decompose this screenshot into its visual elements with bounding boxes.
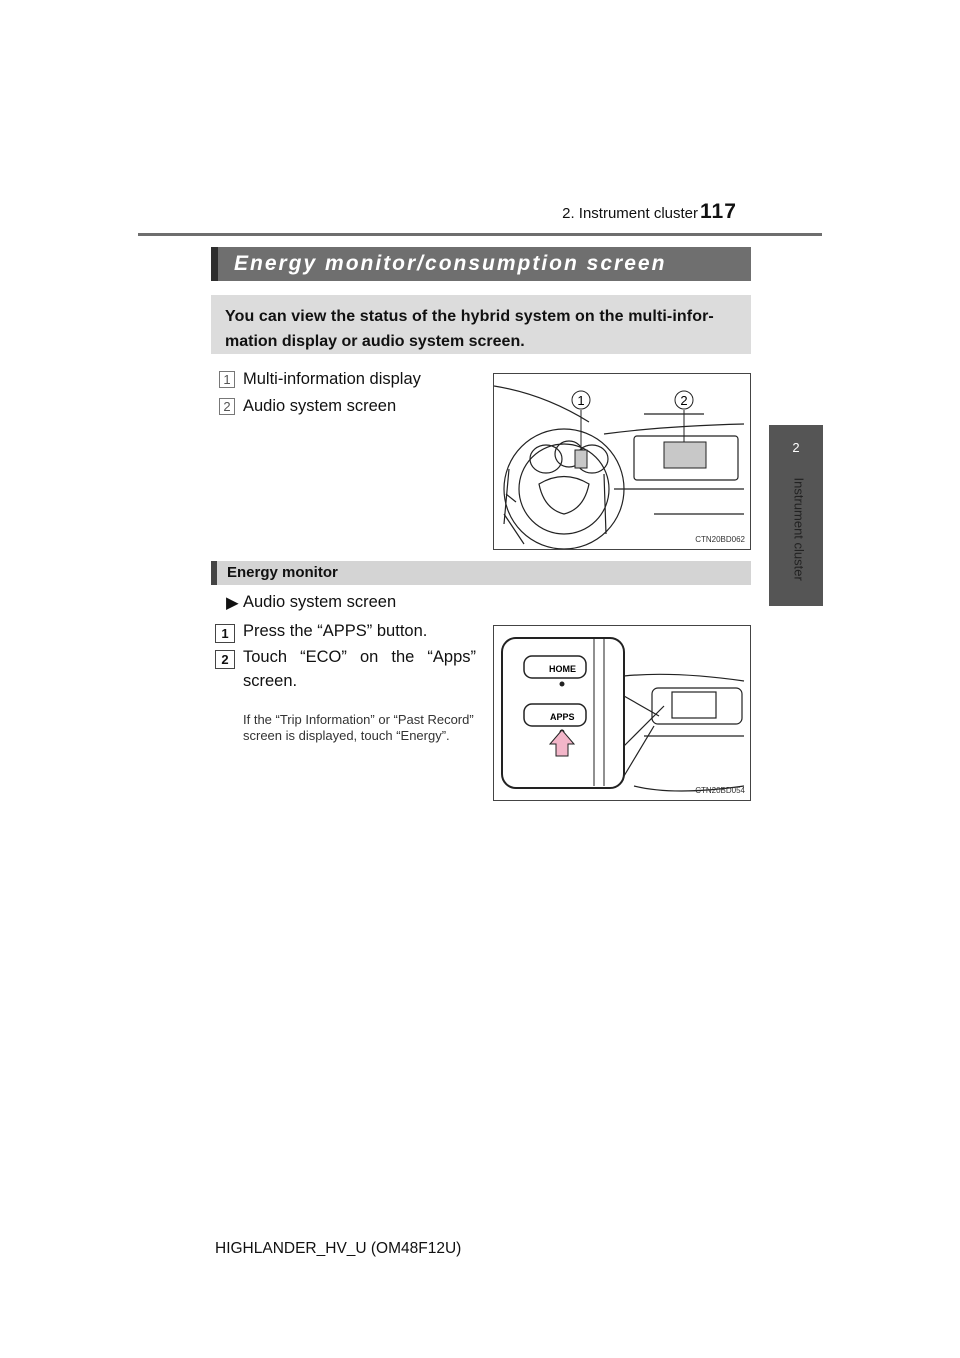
callout-label-1: Multi-information display	[243, 370, 421, 388]
apps-button-label: APPS	[550, 712, 575, 722]
dashboard-drawing	[494, 374, 750, 549]
callout-number-1: 1	[219, 371, 235, 388]
step-text-2-line-1: Touch “ECO” on the “Apps”	[243, 648, 476, 666]
apps-button-drawing	[494, 626, 750, 800]
audio-system-heading: Audio system screen	[243, 593, 397, 611]
step-note: If the “Trip Information” or “Past Record” screen is displayed, touch “Energy”.	[243, 712, 474, 743]
page-number: 117	[700, 200, 737, 223]
figure1-marker-2: 2	[680, 393, 688, 408]
subsection-bar	[211, 561, 751, 585]
figure1-marker-1: 1	[577, 393, 585, 408]
arrow-bullet-icon: ▶	[226, 594, 239, 612]
step-text-2-line-2: screen.	[243, 672, 298, 690]
callout-number-2: 2	[219, 398, 235, 415]
section-header: 2. Instrument cluster	[562, 205, 698, 222]
subsection-title: Energy monitor	[227, 564, 338, 581]
dashboard-illustration	[493, 373, 751, 550]
step-number-2: 2	[215, 650, 235, 669]
home-button-label: HOME	[549, 664, 576, 674]
figure1-code: CTN20BD062	[695, 535, 745, 544]
callout-label-2: Audio system screen	[243, 397, 397, 415]
figure2-code: CTN20BD054	[695, 786, 745, 795]
chapter-tab-label: Instrument cluster	[791, 477, 807, 581]
intro-line-1: You can view the status of the hybrid system on the multi-infor-	[225, 308, 714, 325]
chapter-tab-number: 2	[792, 440, 800, 455]
apps-button-illustration	[493, 625, 751, 801]
section-title: Energy monitor/consumption screen	[234, 252, 667, 275]
section-title-bar	[211, 247, 751, 281]
intro-line-2: mation display or audio system screen.	[225, 333, 525, 350]
footer-model: HIGHLANDER_HV_U (OM48F12U)	[215, 1240, 462, 1257]
step-text-1: Press the “APPS” button.	[243, 622, 428, 640]
intro-box	[211, 295, 751, 354]
header-rule	[138, 233, 822, 236]
step-number-1: 1	[215, 624, 235, 643]
